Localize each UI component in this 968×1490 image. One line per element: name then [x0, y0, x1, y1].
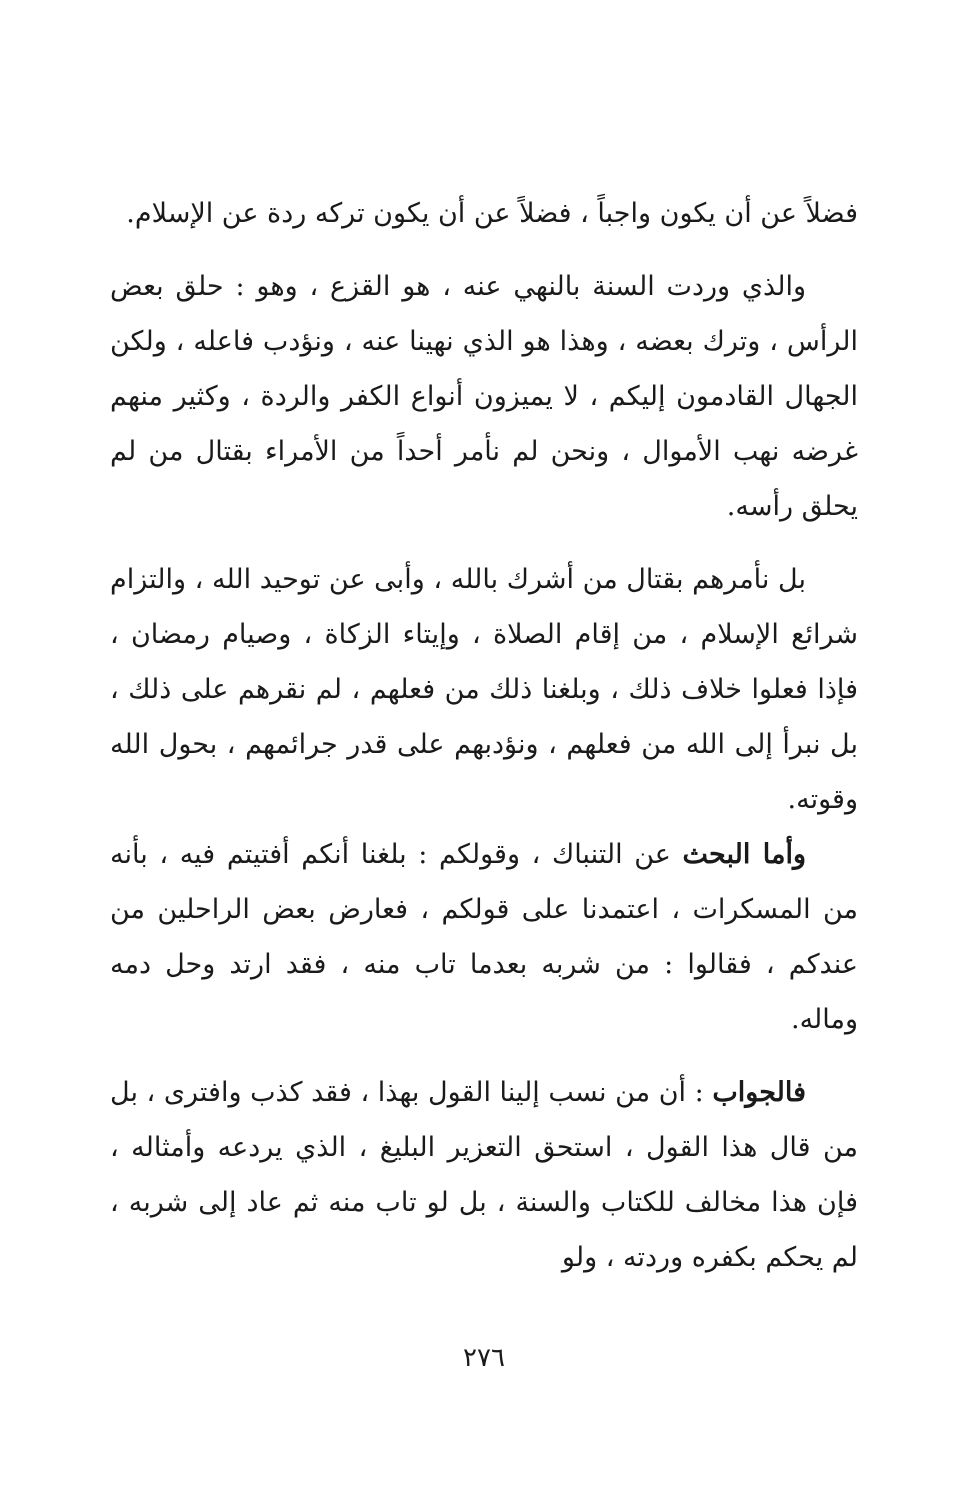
paragraph-2	[110, 259, 858, 534]
paragraph-5	[110, 1065, 858, 1285]
paragraph-4	[110, 827, 858, 1047]
paragraph-4-text: عن التنباك ، وقولكم : بلغنا أنكم أفتيتم فيه ، بأنه من المسكرات ، اعتمدنا على قولكم ، فعارض بعض الراحلين من عندكم ، فقالوا : من شربه بعدما تاب منه ، فقد ارتد وحل دمه وماله.	[110, 839, 858, 1035]
paragraph-2-text: والذي وردت السنة بالنهي عنه ، هو القزع ، وهو : حلق بعض الرأس ، وترك بعضه ، وهذا هو الذي نهينا عنه ، ونؤدب فاعله ، ولكن الجهال القادمون إليكم ، لا يميزون أنواع الكفر والردة ، وكثير منهم غرضه نهب الأموال ، ونحن لم نأمر أحداً من الأمراء بقتال من لم يحلق رأسه.	[110, 271, 858, 522]
paragraph-4-lead: وأما البحث	[682, 839, 806, 870]
paragraph-3-text: بل نأمرهم بقتال من أشرك بالله ، وأبى عن توحيد الله ، والتزام شرائع الإسلام ، من إقام الصلاة ، وإيتاء الزكاة ، وصيام رمضان ، فإذا فعلوا خلاف ذلك ، وبلغنا ذلك من فعلهم ، لم نقرهم على ذلك ، بل نبرأ إلى الله من فعلهم ، ونؤدبهم على قدر جرائمهم ، بحول الله وقوته.	[110, 564, 858, 815]
page-number: ٢٧٦	[463, 1343, 505, 1373]
paragraph-1-text: فضلاً عن أن يكون واجباً ، فضلاً عن أن يكون تركه ردة عن الإسلام.	[126, 198, 858, 229]
paragraph-5-lead: فالجواب	[712, 1077, 806, 1108]
paragraph-5-text: : أن من نسب إلينا القول بهذا ، فقد كذب وافترى ، بل من قال هذا القول ، استحق التعزير البليغ ، الذي يردعه وأمثاله ، فإن هذا مخالف للكتاب والسنة ، بل لو تاب منه ثم عاد إلى شربه ، لم يحكم بكفره وردته ، ولو	[110, 1077, 858, 1273]
paragraph-3	[110, 552, 858, 827]
page-body-text	[110, 186, 858, 1285]
paragraph-1	[110, 186, 858, 241]
